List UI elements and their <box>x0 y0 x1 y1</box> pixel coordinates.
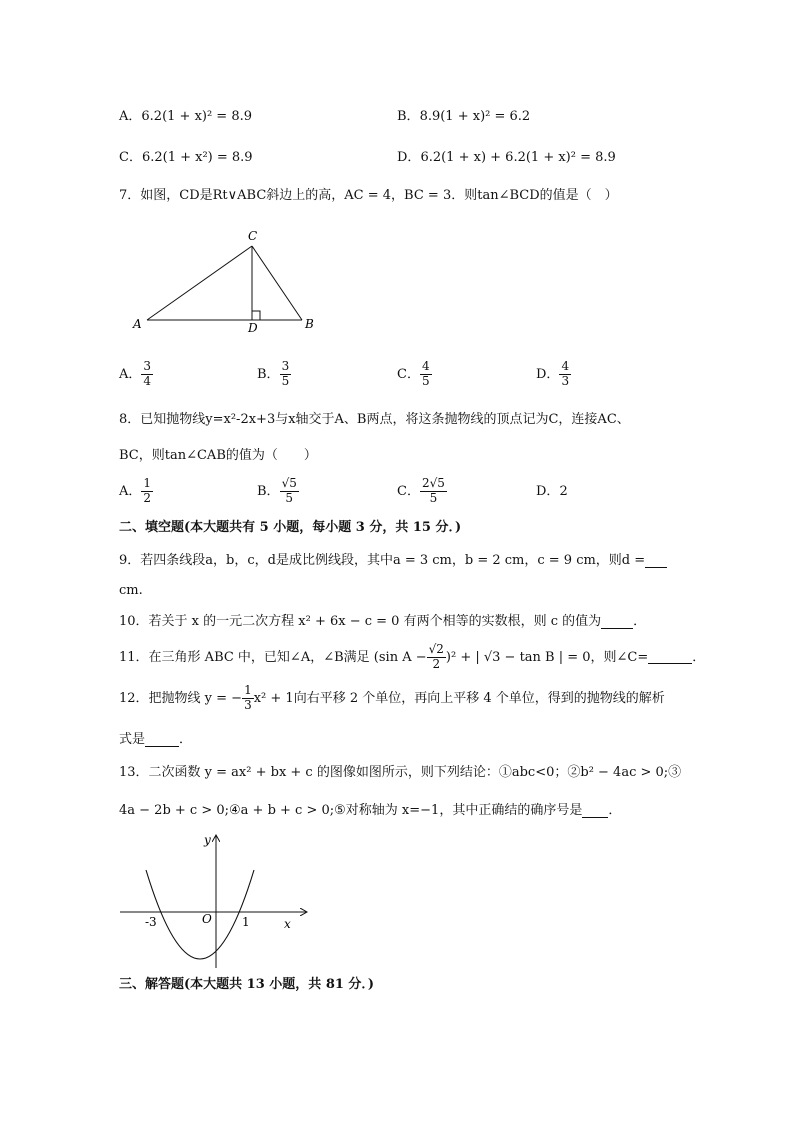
q6-option-d: D．6.2(1 + x) + 6.2(1 + x)² = 8.9 <box>397 150 616 165</box>
q7-option-c: C． $\frac{4}{5}$ <box>397 359 430 388</box>
q9-line2: cm. <box>119 583 143 598</box>
q9-answer-blank <box>645 554 667 568</box>
q13-parabola-graph <box>118 830 318 972</box>
q8-stem-line1: 8．已知抛物线y=x²-2x+3与x轴交于A、B两点，将这条抛物线的顶点记为C，连接AC、 <box>119 412 630 427</box>
q8-option-c: C． $\frac{2√5}{5}$ <box>397 476 445 505</box>
q6-option-b: B．8.9(1 + x)² = 6.2 <box>397 109 531 124</box>
tick-label-1: 1 <box>242 915 250 929</box>
tick-label-neg3: -3 <box>145 915 157 929</box>
q10: 10．若关于 x 的一元二次方程 x² + 6x − c = 0 有两个相等的实数根，则 c 的值为 ． <box>119 614 647 629</box>
q11: 11．在三角形 ABC 中，已知∠A，∠B满足 (sin A − $\frac{√2}{2}$ )² + | √3 − tan B | = 0，则∠C= ． <box>119 642 706 671</box>
label-c: C <box>248 229 258 243</box>
q13-answer-blank <box>582 804 608 818</box>
q13-line1: 13．二次函数 y = ax² + bx + c 的图像如图所示，则下列结论：①abc<0；②b² − 4ac > 0;③ <box>119 765 682 780</box>
q12-line2: 式是 ． <box>119 732 193 747</box>
section2-title: 二、填空题(本大题共有 5 小题，每小题 3 分，共 15 分．) <box>119 520 462 535</box>
q6-option-a: A．6.2(1 + x)² = 8.9 <box>119 109 253 124</box>
q8-option-b: B． $\frac{√5}{5}$ <box>257 476 297 505</box>
label-d: D <box>248 321 258 335</box>
q8-option-d: D．2 <box>536 484 568 499</box>
q8-stem-line2: BC，则tan∠CAB的值为（ ） <box>119 448 317 463</box>
x-axis-label: x <box>284 917 291 931</box>
q7-option-b: B． $\frac{3}{5}$ <box>257 359 290 388</box>
q7-option-d: D． $\frac{4}{3}$ <box>536 359 570 388</box>
q12-line1: 12．把抛物线 y = − $\frac{1}{3}$ x² + 1向右平移 2 个单位，再向上平移 4 个单位，得到的抛物线的解析 <box>119 683 665 712</box>
q10-answer-blank <box>601 615 633 629</box>
segment-ac <box>147 246 252 320</box>
section3-title: 三、解答题(本大题共 13 小题，共 81 分．) <box>119 977 375 992</box>
q9-line1: 9．若四条线段a，b，c，d是成比例线段，其中a = 3 cm，b = 2 cm，c = 9 cm，则d = <box>119 554 667 568</box>
q6-option-c: C．6.2(1 + x²) = 8.9 <box>119 150 253 165</box>
q7-option-a: A． $\frac{3}{4}$ <box>119 359 152 388</box>
q8-option-a: A． $\frac{1}{2}$ <box>119 476 152 505</box>
q11-answer-blank <box>648 650 692 664</box>
origin-label: O <box>202 912 212 926</box>
label-a: A <box>133 317 142 331</box>
q12-answer-blank <box>145 733 179 747</box>
right-angle-mark <box>252 311 260 320</box>
q13-line2: 4a − 2b + c > 0;④a + b + c > 0;⑤对称轴为 x=−1，其中正确结的确序号是 ． <box>119 803 622 818</box>
label-b: B <box>305 317 314 331</box>
q7-triangle-figure <box>130 228 330 338</box>
y-axis-label: y <box>204 833 211 847</box>
segment-bc <box>252 246 302 320</box>
parabola-curve <box>146 870 254 959</box>
q7-stem: 7．如图，CD是Rt∨ABC斜边上的高，AC = 4，BC = 3．则tan∠BCD的值是（ ） <box>119 188 618 203</box>
